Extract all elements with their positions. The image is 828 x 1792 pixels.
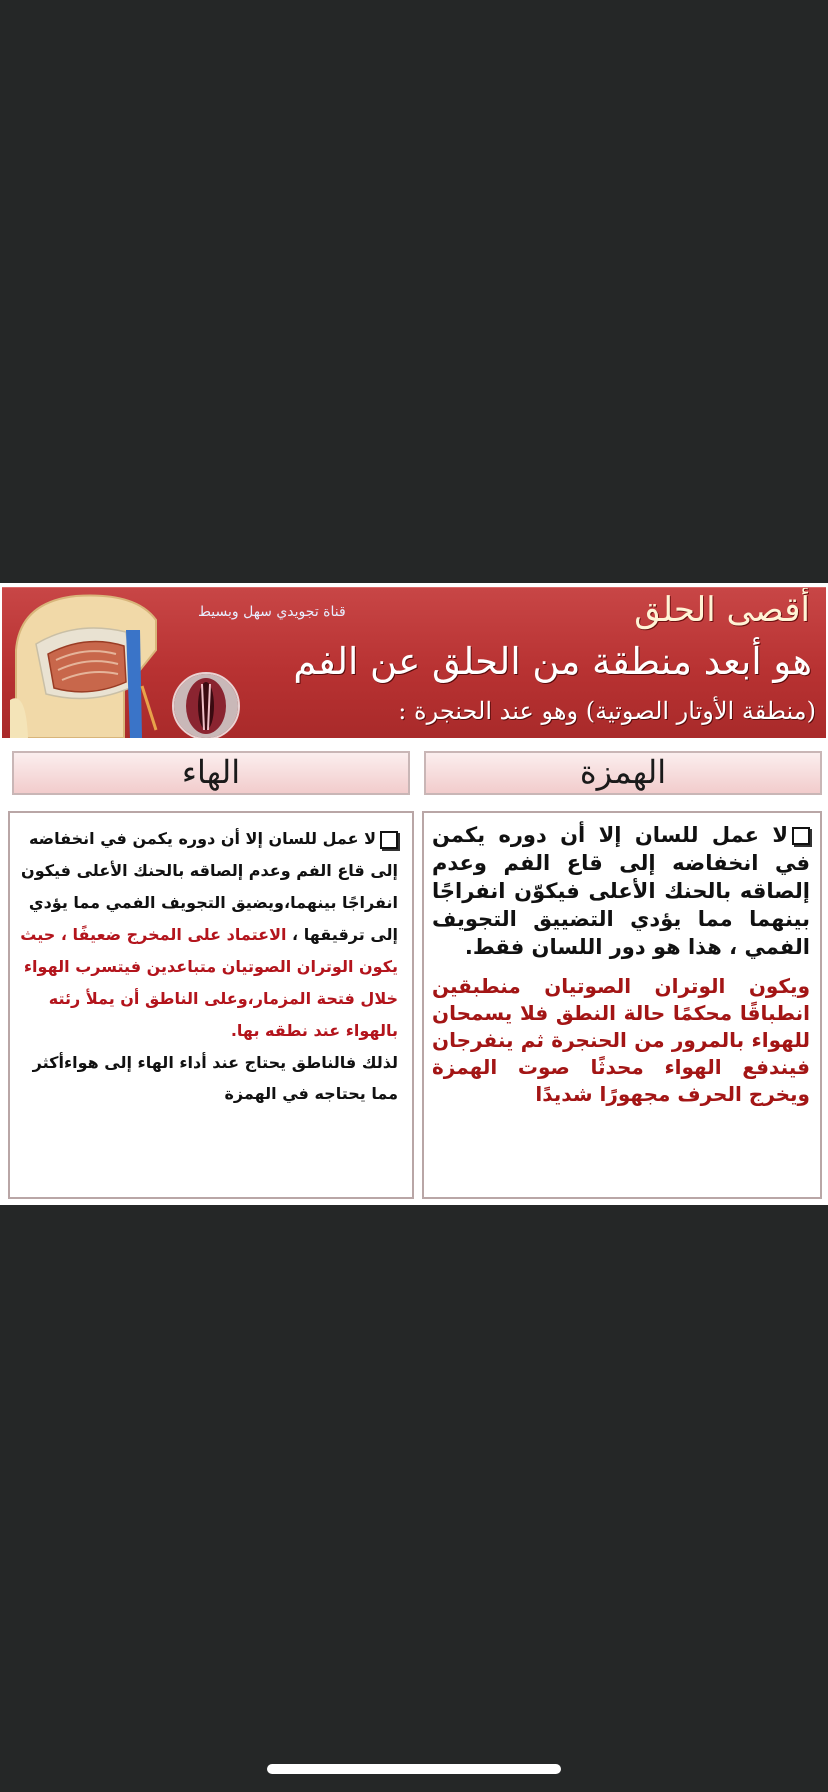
section-subtitle: هو أبعد منطقة من الحلق عن الفم [293,640,812,683]
checkbox-icon [380,831,398,849]
channel-name: قناة تجويدي سهل وبسيط [198,604,346,620]
hamza-vocal-cords-note: ويكون الوتران الصوتيان منطبقين انطباقًا محكمًا حالة النطق فلا يسمحان للهواء بالمرور من الحنجرة ثم ينفرجان فيندفع الهواء محدثًا صوت الهمزة ويخرج الحرف مجهورًا شديدًا [432,974,810,1106]
title-banner [2,587,826,738]
haa-description-text: لا عمل للسان إلا أن دوره يكمن في انخفاضه إلى قاع الفم وعدم إلصاقه بالحنك الأعلى فيكون انفراجًا بينهما،ويضيق التجويف الفمي مما يؤدي إلى ترقيقها ، [21,829,398,944]
haa-header: الهاء [12,751,410,795]
tajweed-card [0,583,828,1205]
haa-panel [8,811,414,1199]
haa-vocal-cords-note: الاعتماد على المخرج ضعيفًا ، حيث يكون الوتران الصوتيان متباعدين فيتسرب الهواء خلال فتحة المزمار،وعلى الناطق أن يملأ رئته بالهواء عند نطقه بها. [20,925,398,1040]
hamza-header: الهمزة [424,751,822,795]
hamza-description-text: لا عمل للسان إلا أن دوره يكمن في انخفاضه إلى قاع الفم وعدم إلصاقه بالحنك الأعلى فيكوّن انفراجًا بينهما مما يؤدي التضييق التجويف الفمي ، هذا هو دور اللسان فقط. [432,823,810,959]
haa-conclusion: لذلك فالناطق يحتاج عند أداء الهاء إلى هواءأكثر مما يحتاجه في الهمزة [32,1053,398,1103]
home-indicator[interactable] [267,1764,561,1774]
checkbox-icon [792,827,810,845]
hamza-description [432,821,810,961]
vocal-cords-inset-image [172,672,240,738]
hamza-panel [422,811,822,1199]
section-title: أقصى الحلق [634,590,810,630]
section-location: (منطقة الأوتار الصوتية) وهو عند الحنجرة : [398,697,816,725]
haa-description [20,823,398,1047]
